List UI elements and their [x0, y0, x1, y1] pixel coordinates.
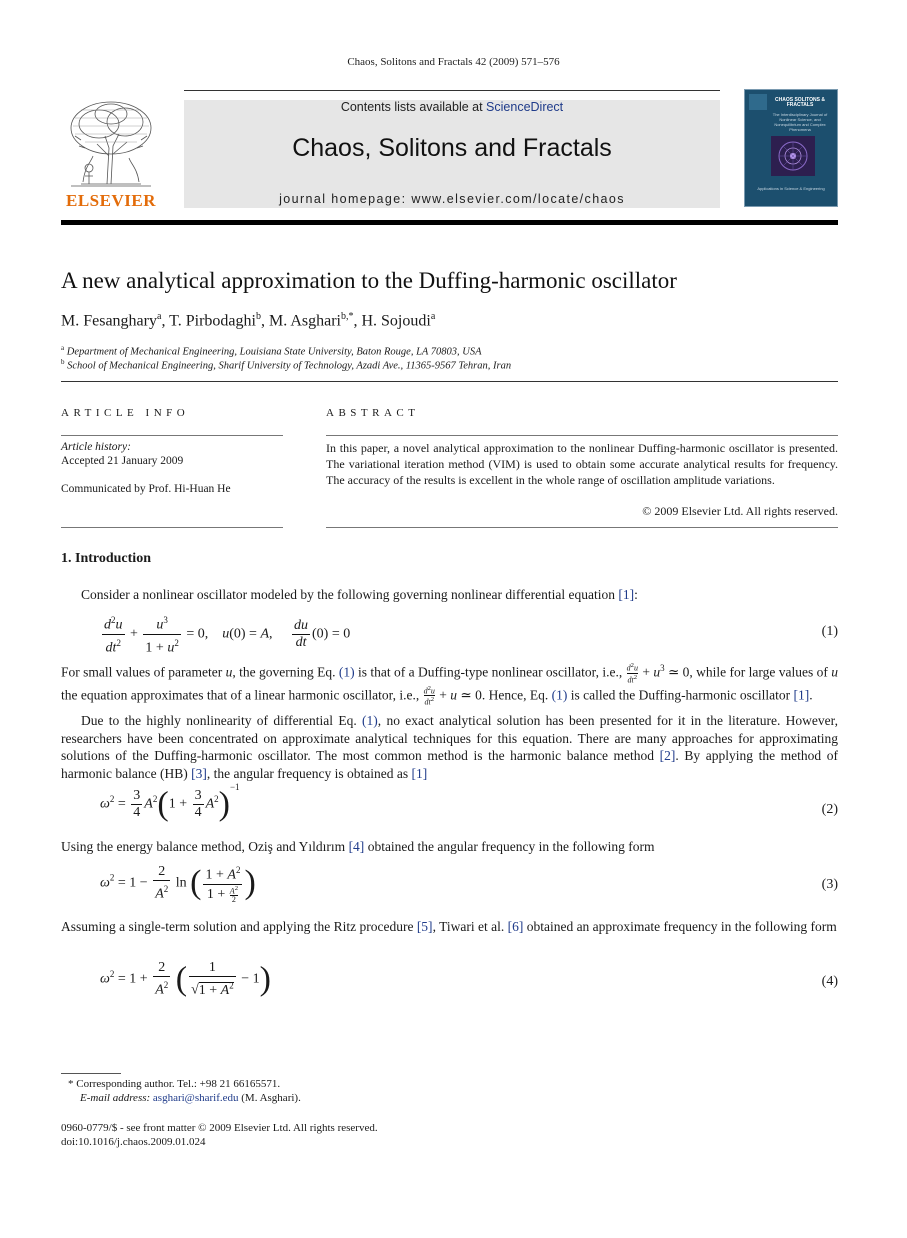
author-name[interactable]: H. Sojoudi	[361, 312, 431, 330]
banner-top-rule	[184, 90, 720, 91]
p2-text-b: , the governing Eq.	[232, 664, 339, 680]
affiliation-a	[61, 344, 482, 358]
corresponding-text: Corresponding author. Tel.: +98 21 66165571.	[76, 1078, 281, 1090]
accepted-date: Accepted 21 January 2009	[61, 455, 184, 467]
cover-footer: Applications in Science & Engineering	[757, 186, 825, 191]
journal-cover[interactable]	[744, 89, 838, 207]
author-list: M. Fesanghary$^a$, T. Pirbodaghi$^b$, M. Asghari$^{b,*}$, H. Sojoudi$^a$	[61, 311, 436, 330]
eq2-number: (2)	[821, 802, 838, 817]
cover-title: CHAOS SOLITONS & FRACTALS	[775, 97, 825, 108]
paragraph-3	[61, 712, 838, 782]
author-name[interactable]: M. Asghari	[268, 312, 341, 330]
equation-1: $\frac{d^2u}{dt^2}$ + $\frac{u^3}{1 + u^2}$ = 0, u(0) = A, $\frac{du}{dt}$ (0) = 0	[104, 615, 351, 656]
abstract-copyright: © 2009 Elsevier Ltd. All rights reserved.	[642, 504, 838, 518]
ref-link[interactable]: [3]	[191, 765, 207, 781]
ref-link[interactable]: [5]	[416, 919, 433, 934]
sciencedirect-link[interactable]: ScienceDirect	[486, 100, 564, 114]
paragraph-4	[61, 838, 838, 856]
journal-title[interactable]: Chaos, Solitons and Fractals	[292, 134, 612, 162]
p5-text-b: , Tiwari et al.	[432, 919, 508, 934]
tree-logo-icon	[61, 96, 161, 188]
p4-text-a: Using the energy balance method, Oziş and Yıldırım	[61, 839, 349, 854]
eq-link[interactable]: (1)	[551, 686, 568, 702]
ref-link[interactable]: [2]	[659, 748, 676, 763]
header-rule	[61, 220, 838, 225]
p3-text-d: , the angular frequency is obtained as	[206, 765, 412, 781]
article-title: A new analytical approximation to the Duffing-harmonic oscillator	[61, 268, 677, 293]
p2-text-f: . Hence, Eq.	[481, 686, 552, 702]
journal-banner	[184, 100, 720, 208]
eq3-number: (3)	[821, 877, 838, 892]
affil-text: School of Mechanical Engineering, Sharif University of Technology, Azadi Ave., 11365-9567 Tehran, Iran	[67, 360, 512, 372]
p2-text-e: the equation approximates that of a linear harmonic oscillator, i.e.,	[61, 686, 423, 702]
paragraph-5	[61, 918, 838, 936]
author-affil-mark: b	[255, 311, 261, 322]
equation-4: $\omega^2 = 1$ + $\frac{2}{A^2}$ ( $\frac{1}{√1 + A^2}$ − 1)	[100, 960, 271, 998]
contents-prefix: Contents lists available at	[340, 100, 487, 114]
p2-text-c: is that of a Duffing-type nonlinear oscillator, i.e.,	[354, 664, 626, 680]
elsevier-wordmark: ELSEVIER	[66, 191, 156, 210]
eq1-number: (1)	[821, 624, 838, 639]
p2-text-g: is called the Duffing-harmonic oscillator	[567, 686, 794, 702]
abstract-text: In this paper, a novel analytical approximation to the nonlinear Duffing-harmonic oscillator is presented. The variational iteration method (VIM) is used to obtain some accurate analytical results for frequency. The accuracy of the results is excellent in the whole range of oscillation amplitude variations.	[326, 441, 838, 487]
abstract-bottom-rule	[326, 527, 838, 528]
ref-link[interactable]: [1]	[793, 686, 810, 702]
p2-text-a: For small values of parameter	[61, 664, 226, 680]
doi[interactable]: doi:10.1016/j.chaos.2009.01.024	[61, 1136, 206, 1148]
contents-line	[184, 100, 720, 114]
paragraph-1: Consider a nonlinear oscillator modeled by the following governing nonlinear differential equation [1]:	[81, 587, 638, 602]
affil-text: Department of Mechanical Engineering, Louisiana State University, Baton Rouge, LA 70803, USA	[66, 346, 482, 358]
ref-link[interactable]: [1]	[411, 765, 428, 781]
email-footnote	[80, 1092, 301, 1104]
email-link[interactable]: asghari@sharif.edu	[152, 1092, 239, 1104]
affiliation-b	[61, 358, 511, 372]
p3-text-c: . By applying the method of harmonic balance (HB)	[61, 748, 839, 781]
p4-text-b: obtained the angular frequency in the following form	[364, 839, 655, 854]
author-name[interactable]: T. Pirbodaghi	[169, 312, 256, 330]
title-rule	[61, 381, 838, 382]
email-label: E-mail address:	[80, 1092, 151, 1104]
article-info-rule	[61, 435, 283, 436]
cover-subtitle: The Interdisciplinary Journal of Nonlinear Science, and Nonequilibrium and Complex Phenomena	[772, 112, 828, 132]
equation-3: $\omega^2 = 1$ − $\frac{2}{A^2}$ ln ( $1 + A^2$ 1 + $\frac{A^2}{2}$ )	[100, 863, 256, 905]
front-matter: 0960-0779/$ - see front matter © 2009 Elsevier Ltd. All rights reserved.	[61, 1122, 378, 1134]
communicated-by: Communicated by Prof. Hi-Huan He	[61, 483, 231, 495]
paragraph-2: For small values of parameter u, the governing Eq. (1) is that of a Duffing-type nonlinear oscillator, i.e., $\frac{d^2u}{dt^2}$ + $u^3$ ≃ 0, while for large values of u the equation approximates that of a linear harmonic oscillator, i.e., $\frac{d^2u}{dt^2}$ + u ≃ 0. Hence, Eq. (1) is called the Duffing-harmonic oscillator [1].	[61, 662, 839, 707]
footnote-rule	[61, 1073, 121, 1074]
elsevier-logo[interactable]	[61, 96, 161, 211]
affil-mark: a	[61, 344, 65, 352]
email-name: (M. Asghari).	[241, 1092, 301, 1104]
p3-text-b: , no exact analytical solution has been presented for it in the literature. However, researchers have been concentrated on approximate analytical techniques for this equation. There are many approaches for approximating solutions of the Duffing-harmonic oscillator. The most common method is the harmonic balance method	[61, 713, 838, 763]
author-affil-mark: b,*	[340, 311, 354, 322]
eq-link[interactable]: (1)	[362, 713, 378, 728]
p5-text-c: obtained an approximate frequency in the following form	[523, 919, 837, 934]
affil-mark: b	[61, 358, 65, 366]
article-info-bottom-rule	[61, 527, 283, 528]
p3-text-a: Due to the highly nonlinearity of differential Eq.	[81, 713, 363, 728]
abstract-heading: ABSTRACT	[326, 407, 420, 419]
author-affil-mark: a	[156, 311, 162, 322]
equation-2: $\omega^2$ = $\frac{3}{4}$ $A^2(1$ + $\frac{3}{4}$ $A^2)^{-1}$	[100, 782, 240, 823]
ref-link[interactable]: [1]	[618, 587, 635, 602]
ref-link[interactable]: [4]	[348, 839, 365, 854]
p1-text: Consider a nonlinear oscillator modeled by the following governing nonlinear differential equation	[81, 587, 619, 602]
eq4-number: (4)	[821, 974, 838, 989]
abstract-rule	[326, 435, 838, 436]
p2-text-d: , while for large values of	[689, 664, 832, 680]
section-heading: 1. Introduction	[61, 551, 151, 566]
author-name[interactable]: M. Fesanghary	[61, 312, 157, 330]
ref-link[interactable]: [6]	[507, 919, 524, 934]
author-affil-mark: a	[430, 311, 436, 322]
p5-text-a: Assuming a single-term solution and applying the Ritz procedure	[61, 919, 417, 934]
corresponding-footnote: * Corresponding author. Tel.: +98 21 66165571.	[68, 1078, 281, 1090]
history-label: Article history:	[61, 441, 131, 453]
journal-homepage[interactable]: journal homepage: www.elsevier.com/locate/chaos	[279, 192, 625, 206]
running-head: Chaos, Solitons and Fractals 42 (2009) 571–576	[347, 56, 560, 68]
eq-link[interactable]: (1)	[338, 664, 355, 680]
article-info-heading: ARTICLE INFO	[61, 407, 190, 419]
